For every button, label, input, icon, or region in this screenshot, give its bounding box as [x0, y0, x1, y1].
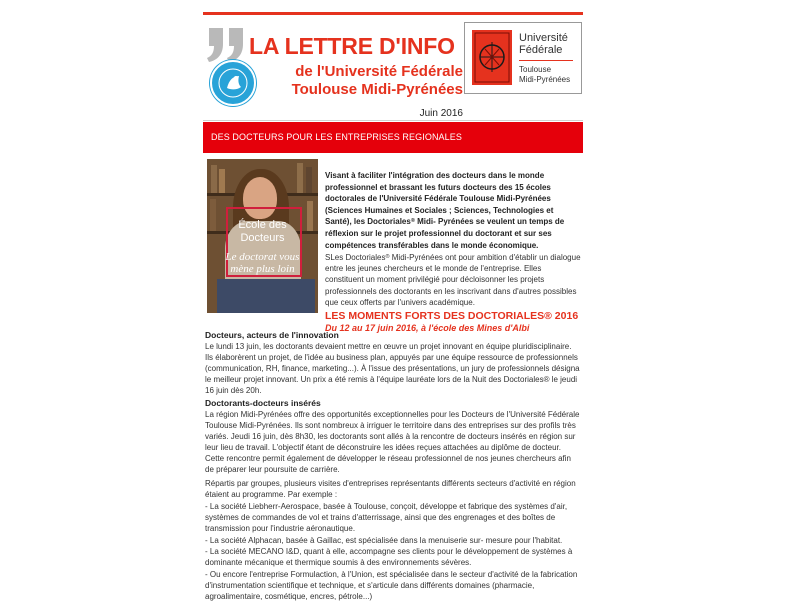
bullet-formulaction: - Ou encore l'entreprise Formulaction, à l'Union, est spécialisée dans le secteur d'activité de la fabrication d'instrumentation scientifique et technique, et s'articule dans différents domaines (pharmacie, agroalimentaire, cosmétique, encres, pétrole...): [205, 570, 578, 602]
photo-ecole-text-line1: École des: [238, 219, 287, 231]
section-body-visites: Répartis par groupes, plusieurs visites d'entreprises représentants différents secteurs d'activité en région étaient au programme. Par exemple :: [205, 479, 576, 500]
quote-mark-icon: [205, 24, 247, 64]
section-banner: [203, 122, 583, 153]
bullet-alphacan: - La société Alphacan, basée à Gaillac, est spécialisée dans la menuiserie sur- mesure pour l'habitat.: [205, 536, 563, 545]
logo-emblem: [472, 30, 512, 85]
section-heading-innovation: Docteurs, acteurs de l'innovation: [205, 330, 339, 340]
ecole-des-docteurs-photo: [207, 159, 318, 313]
newsletter-title: LA LETTRE D'INFO: [249, 33, 455, 59]
newsletter-subtitle-line1: de l'Université Fédérale: [295, 63, 463, 80]
photo-doctorat-text-line1: Le doctorat vous: [225, 251, 300, 263]
intro-bold-paragraph: Visant à faciliter l'intégration des docteurs dans le monde professionnel et brassant les futurs docteurs des 15 écoles doctorales de l'Université Fédérale Toulouse Midi-Pyrénées (Sciences Humaines et Sociales ; Sciences, Technologies et Santé), les Doctoriales® Midi- Pyrénées se veulent un temps de réflexion sur le projet professionnel du doctorant et sur ses compétences transférables dans le monde économique.: [325, 171, 565, 250]
bullet-liebherr: - La société Liebherr-Aerospace, basée à Toulouse, conçoit, développe et fabrique des systèmes d'air, systèmes de commandes de vol et trains d'atterrissage, ainsi que des engrenages et des boîtes de transmission pour l'industrie aéronautique.: [205, 502, 568, 534]
photo-figure-legs: [217, 279, 315, 313]
university-logo[interactable]: [464, 22, 582, 94]
photo-doctorat-text-line2: mène plus loin: [230, 263, 295, 275]
logo-text-midi-pyrenees: Midi-Pyrénées: [519, 75, 571, 84]
section-heading-inseres: Doctorants-docteurs insérés: [205, 398, 321, 408]
newsletter-subtitle-line2: Toulouse Midi-Pyrénées: [291, 81, 463, 98]
logo-text-toulouse: Toulouse: [519, 65, 552, 74]
banner-title: DES DOCTEURS POUR LES ENTREPRISES REGIONALES: [211, 132, 462, 142]
top-rule: [203, 12, 583, 15]
photo-ecole-text-line2: Docteurs: [240, 232, 285, 244]
moments-forts-title: LES MOMENTS FORTS DES DOCTORIALES® 2016: [325, 310, 579, 322]
intro-paragraph: SLes Doctoriales® Midi-Pyrénées ont pour ambition d'établir un dialogue entre les jeunes chercheurs et le monde de l'entreprise. Elles constituent un moment privilégié pour décloisonner les projets professionnels des doctorants en les inscrivant dans d'autres possibles que ceux offerts par l'univers académique.: [325, 253, 581, 307]
bullet-mecano: - La société MECANO I&D, quant à elle, accompagne ses clients pour le développement de systèmes à dominante mécanique et thermique soumis à des environnements sévères.: [205, 547, 573, 568]
moments-forts-subtitle: Du 12 au 17 juin 2016, à l'école des Mines d'Albi: [325, 323, 530, 333]
logo-text-federale: Fédérale: [519, 44, 563, 56]
newsletter-container: [203, 12, 583, 600]
logo-text-universite: Université: [519, 32, 568, 44]
section-body-inseres: La région Midi-Pyrénées offre des opportunités exceptionnelles pour les Docteurs de l'Université Fédérale Toulouse Midi-Pyrénées. Ils sont nombreux à irriguer le territoire dans des entreprises sur des profils très variés. Jeudi 16 juin, dès 8h30, les doctorants sont allés à la rencontre de docteurs insérés en région sur leur lieu de travail. L'objectif étant de déconstruire les idées reçues attachées au diplôme de docteur. Cette rencontre permit également de développer le réseau professionnel de nos jeunes chercheurs afin de préparer leur poursuite de carrière.: [205, 410, 580, 475]
section-body-innovation: Le lundi 13 juin, les doctorants devaient mettre en œuvre un projet innovant en équipe pluridisciplinaire. Ils élaborèrent un projet, de l'idée au business plan, appuyés par une équipe ressource de professionnels (communication, RH, finance, marketing...). À l'issue des présentations, un jury de professionnels désigna le meilleur projet innovant. Un prix a été remis à l'équipe lauréate lors de la Nuit des Doctoriales® le jeudi 16 juin dès 20h.: [205, 342, 580, 396]
logo-emblem-icon: [472, 30, 512, 85]
logo-rule: [519, 60, 573, 61]
header-divider: [203, 120, 583, 121]
newsletter-date: Juin 2016: [419, 108, 463, 119]
